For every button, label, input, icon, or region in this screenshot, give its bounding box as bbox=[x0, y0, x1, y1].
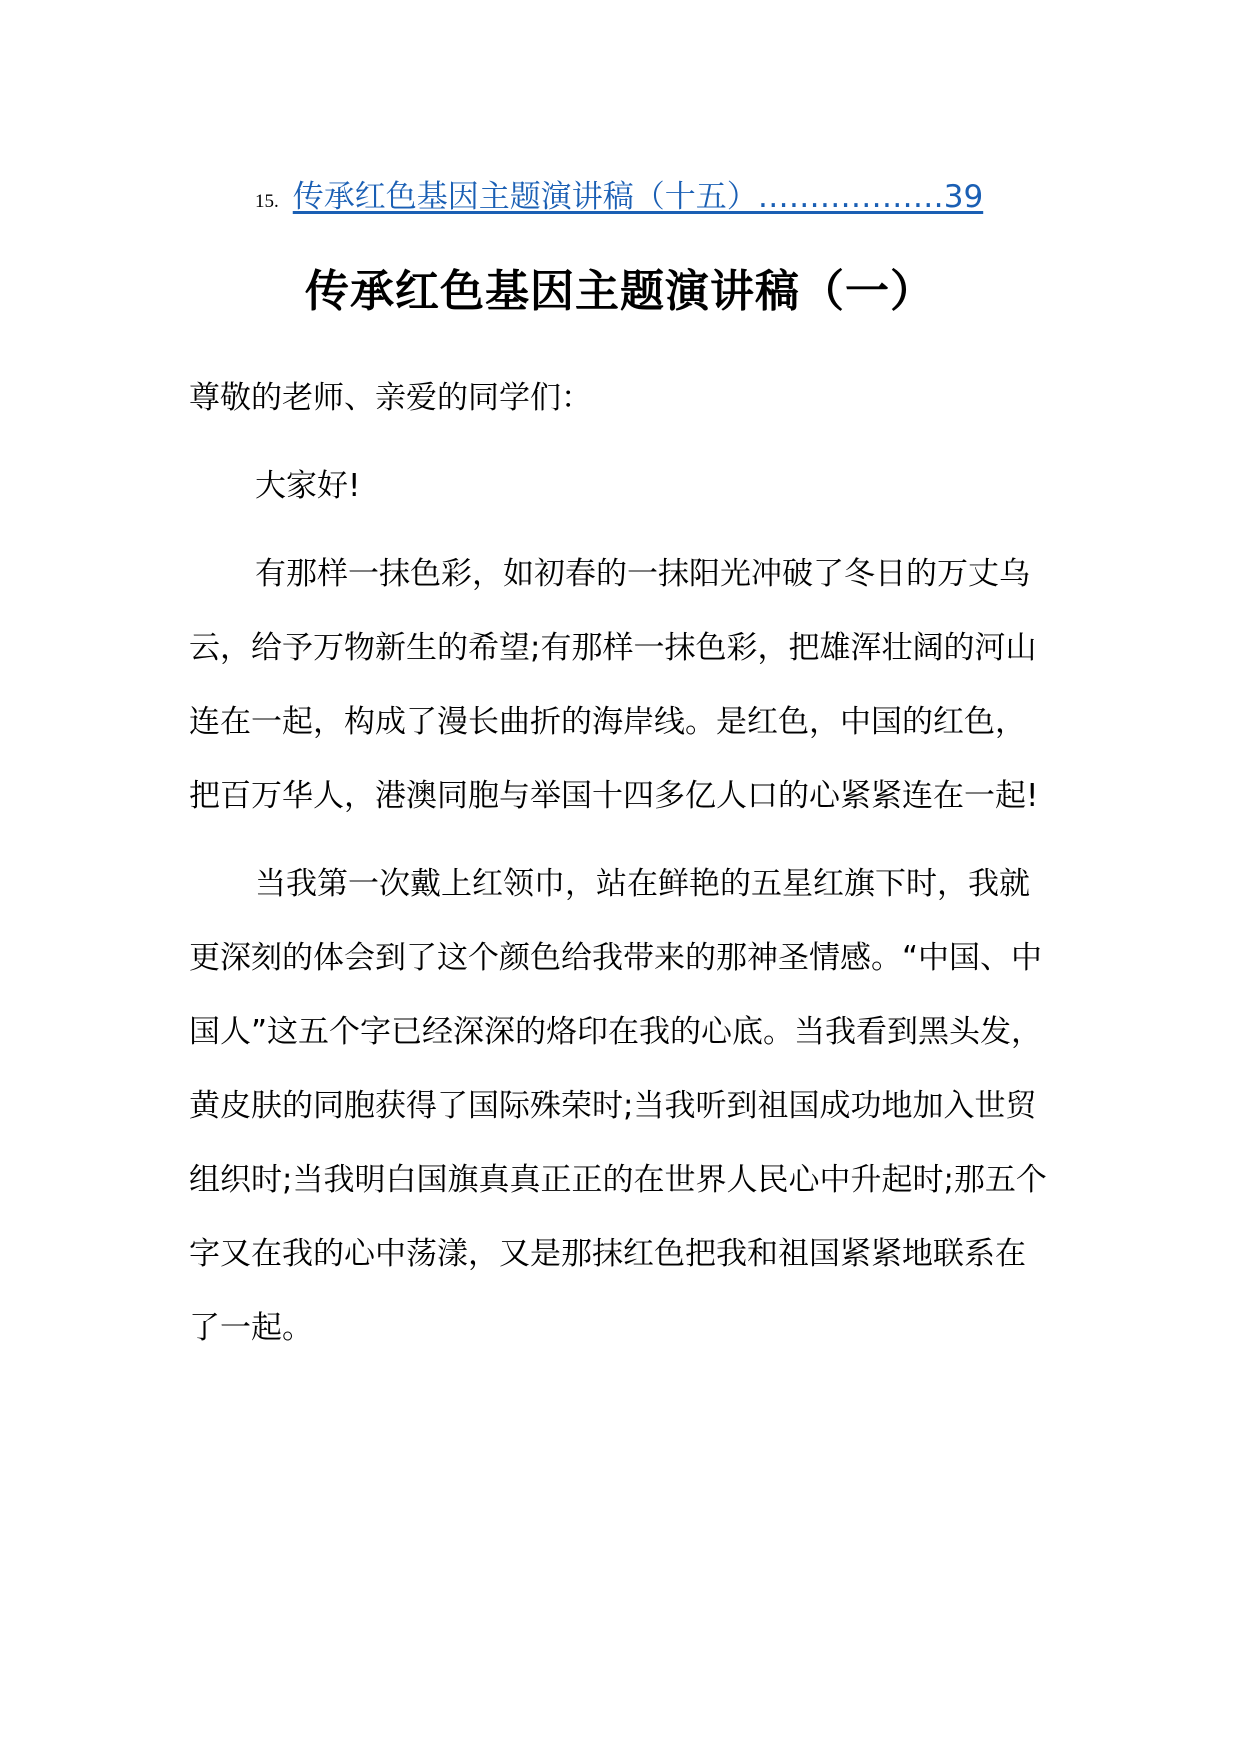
toc-entry-number: 15. bbox=[255, 191, 279, 212]
salutation: 尊敬的老师、亲爱的同学们： bbox=[189, 380, 592, 416]
body-paragraph: 当我第一次戴上红领巾，站在鲜艳的五星红旗下时，我就更深刻的体会到了这个颜色给我带来的那神圣情感。“中国、中国人”这五个字已经深深的烙印在我的心底。当我看到黑头发，黄皮肤的同胞获得了国际殊荣时;当我听到祖国成功地加入世贸组织时;当我明白国旗真真正正的在世界人民心中升起时;那五个字又在我的心中荡漾，又是那抹红色把我和祖国紧紧地联系在了一起。 bbox=[189, 866, 1047, 1346]
greeting: 大家好! bbox=[255, 468, 361, 504]
body-paragraph: 有那样一抹色彩，如初春的一抹阳光冲破了冬日的万丈乌云，给予万物新生的希望;有那样一抹色彩，把雄浑壮阔的河山连在一起，构成了漫长曲折的海岸线。是红色，中国的红色，把百万华人，港澳同胞与举国十四多亿人口的心紧紧连在一起! bbox=[189, 556, 1039, 814]
toc-entry bbox=[255, 172, 983, 227]
document-title: 传承红色基因主题演讲稿（一） bbox=[305, 266, 935, 317]
document-body bbox=[189, 361, 1054, 1365]
toc-entry-link[interactable]: 传承红色基因主题演讲稿（十五）………………39 bbox=[292, 179, 984, 215]
